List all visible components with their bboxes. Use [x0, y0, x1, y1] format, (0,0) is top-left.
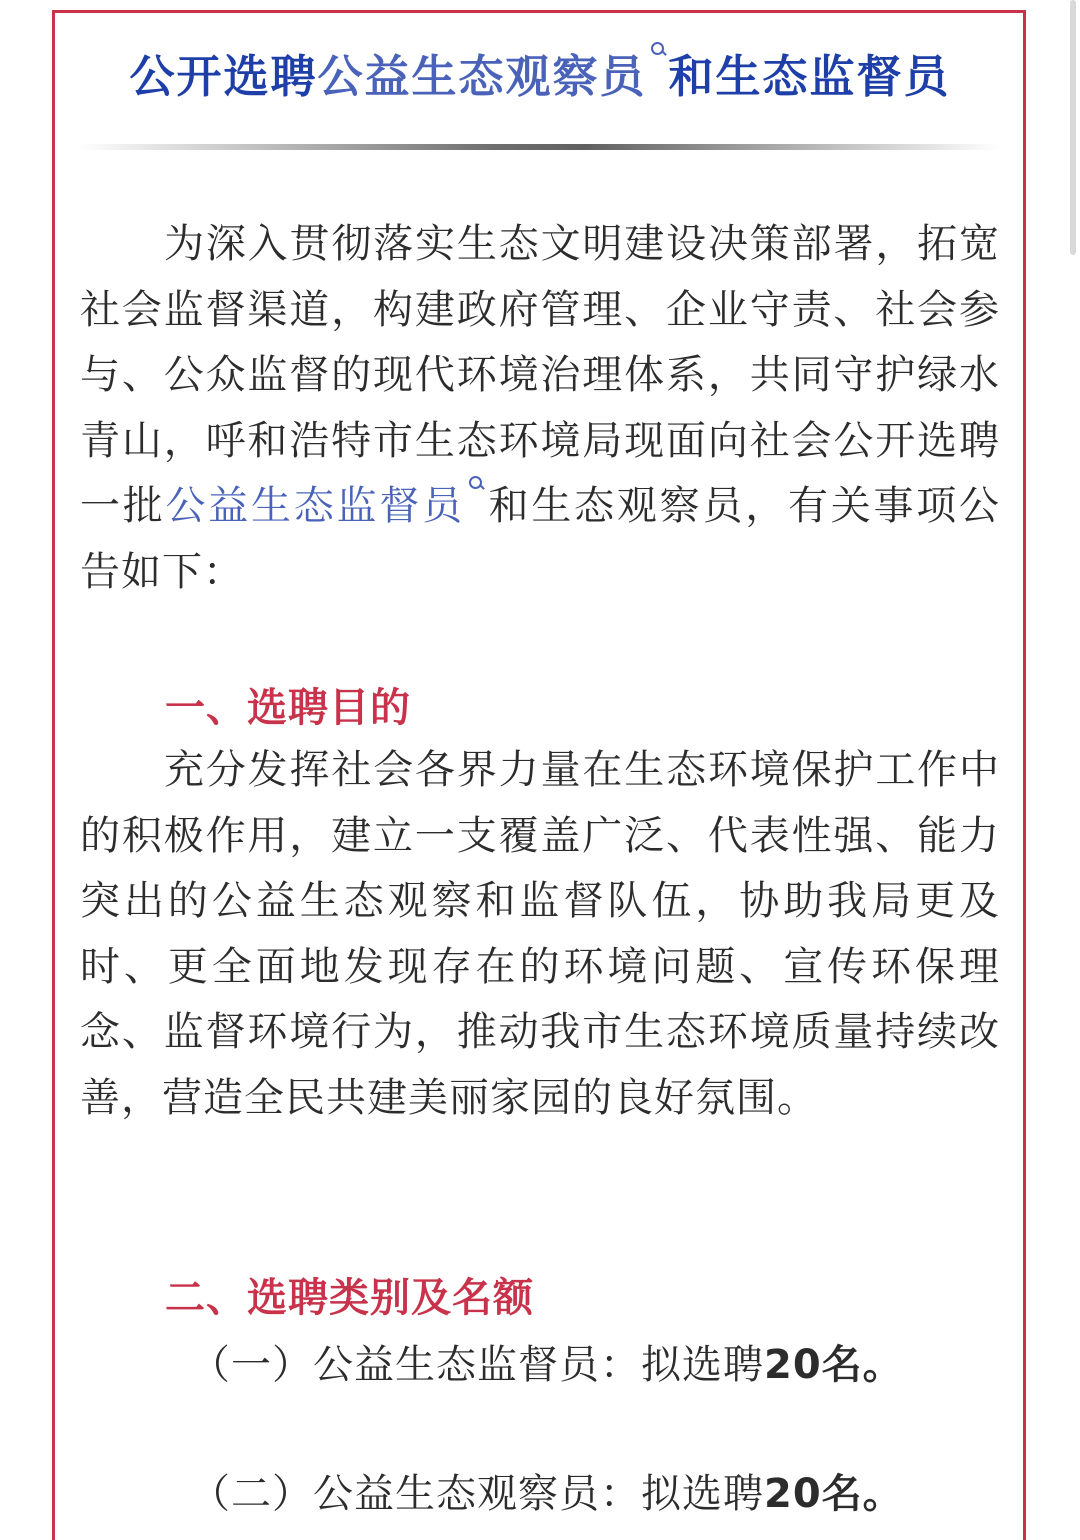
category-item-prefix: （二）公益生态观察员：拟选聘: [190, 1471, 764, 1517]
intro-link[interactable]: 公益生态监督员: [165, 483, 465, 529]
category-item: [190, 1333, 904, 1390]
category-item-count: 20: [764, 1471, 822, 1517]
title-end: 和生态监督员: [668, 50, 951, 103]
page-title: [0, 40, 1080, 105]
scrollbar[interactable]: [1070, 0, 1076, 255]
title-link[interactable]: 公益生态观察员: [317, 50, 647, 103]
intro-text-after: 和生态观察员，有关事项公告如下：: [80, 483, 1001, 595]
section-heading-categories: 二、选聘类别及名额: [165, 1275, 534, 1321]
title-start: 公开选聘: [129, 50, 318, 103]
category-item-suffix: 名。: [821, 1471, 904, 1517]
purpose-paragraph: 充分发挥社会各界力量在生态环境保护工作中的积极作用，建立一支覆盖广泛、代表性强、能力突出的公益生态观察和监督队伍，协助我局更及时、更全面地发现存在的环境问题、宣传环保理念、监督环境行为，推动我市生态环境质量持续改善，营造全民共建美丽家园的良好氛围。: [80, 747, 1000, 1121]
search-icon[interactable]: [649, 40, 667, 62]
search-icon[interactable]: [467, 474, 485, 496]
category-item: [190, 1462, 904, 1519]
category-item-count: 20: [764, 1342, 822, 1388]
title-divider: [78, 144, 1000, 150]
section-heading-purpose: 一、选聘目的: [165, 685, 411, 731]
category-item-prefix: （一）公益生态监督员：拟选聘: [190, 1342, 764, 1388]
intro-text-before: 为深入贯彻落实生态文明建设决策部署，拓宽社会监督渠道，构建政府管理、企业守责、社会参与、公众监督的现代环境治理体系，共同守护绿水青山，呼和浩特市生态环境局现面向社会公开选聘一批: [80, 221, 1000, 529]
intro-paragraph: [80, 212, 1000, 605]
category-item-suffix: 名。: [821, 1342, 904, 1388]
